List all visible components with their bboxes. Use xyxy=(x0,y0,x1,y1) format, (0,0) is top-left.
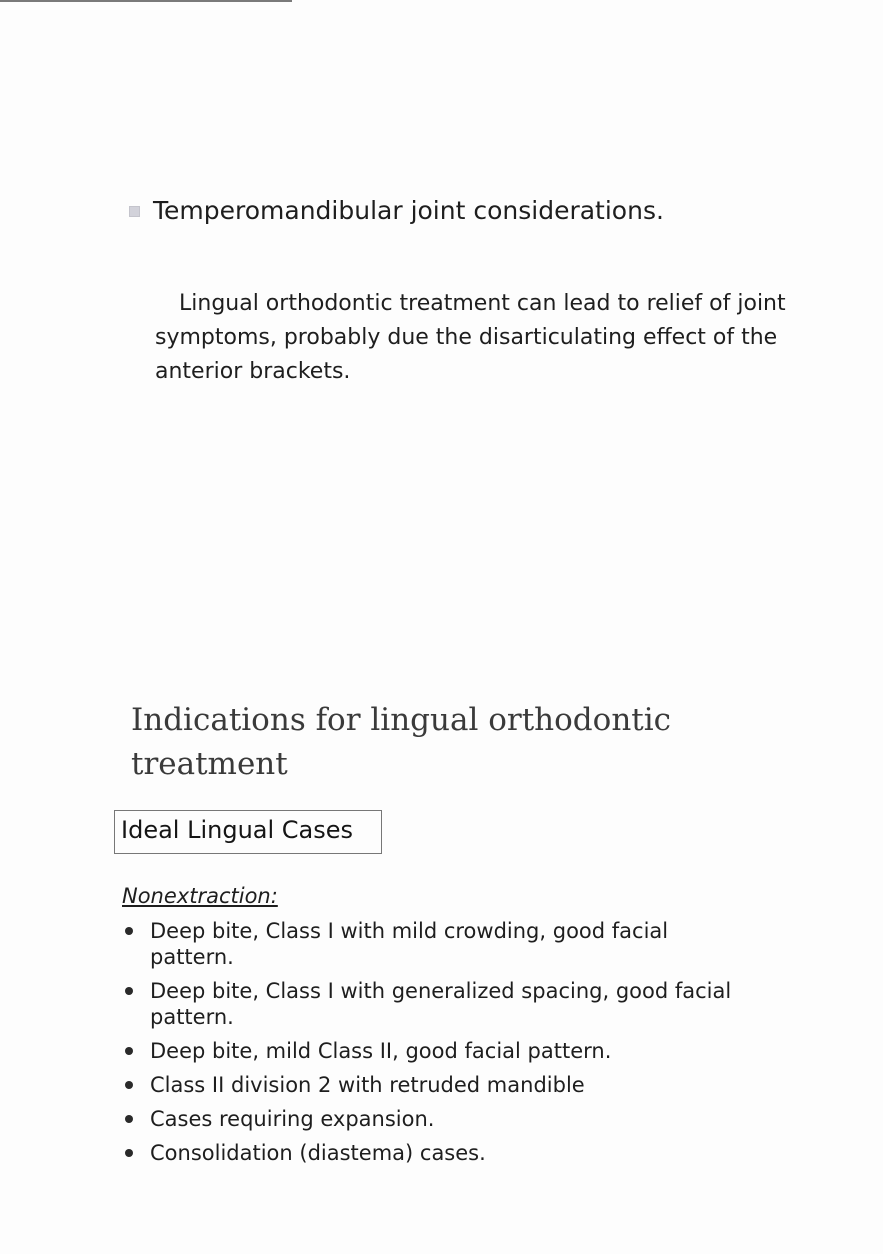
list-item xyxy=(122,1140,742,1166)
square-bullet-icon xyxy=(129,206,140,217)
indications-title: Indications for lingual orthodontic treatment xyxy=(131,702,672,782)
list-item xyxy=(122,1072,742,1098)
list-item-text: Cases requiring expansion. xyxy=(150,1107,435,1131)
bullet-dot-icon xyxy=(125,927,133,935)
list-item-text: Class II division 2 with retruded mandible xyxy=(150,1073,585,1097)
bullet-dot-icon xyxy=(125,987,133,995)
list-item xyxy=(122,918,742,970)
bullet-dot-icon xyxy=(125,1047,133,1055)
bullet-dot-icon xyxy=(125,1149,133,1157)
list-item xyxy=(122,1038,742,1064)
bullet-dot-icon xyxy=(125,1081,133,1089)
scan-edge-line xyxy=(0,0,292,2)
list-item-text: Deep bite, mild Class II, good facial pattern. xyxy=(150,1039,612,1063)
nonextraction-subheading: Nonextraction: xyxy=(122,884,278,908)
list-item-text: Consolidation (diastema) cases. xyxy=(150,1141,486,1165)
indications-list xyxy=(122,918,742,1174)
list-item xyxy=(122,1106,742,1132)
bullet-dot-icon xyxy=(125,1115,133,1123)
list-item-text: Deep bite, Class I with generalized spacing, good facial pattern. xyxy=(150,979,732,1029)
list-item xyxy=(122,978,742,1030)
list-item-text: Deep bite, Class I with mild crowding, good facial pattern. xyxy=(150,919,669,969)
ideal-cases-box: Ideal Lingual Cases xyxy=(114,810,382,854)
tmj-heading: Temperomandibular joint considerations. xyxy=(153,196,664,225)
tmj-paragraph: Lingual orthodontic treatment can lead to relief of joint symptoms, probably due the disarticulating effect of the anterior brackets. xyxy=(155,291,786,384)
